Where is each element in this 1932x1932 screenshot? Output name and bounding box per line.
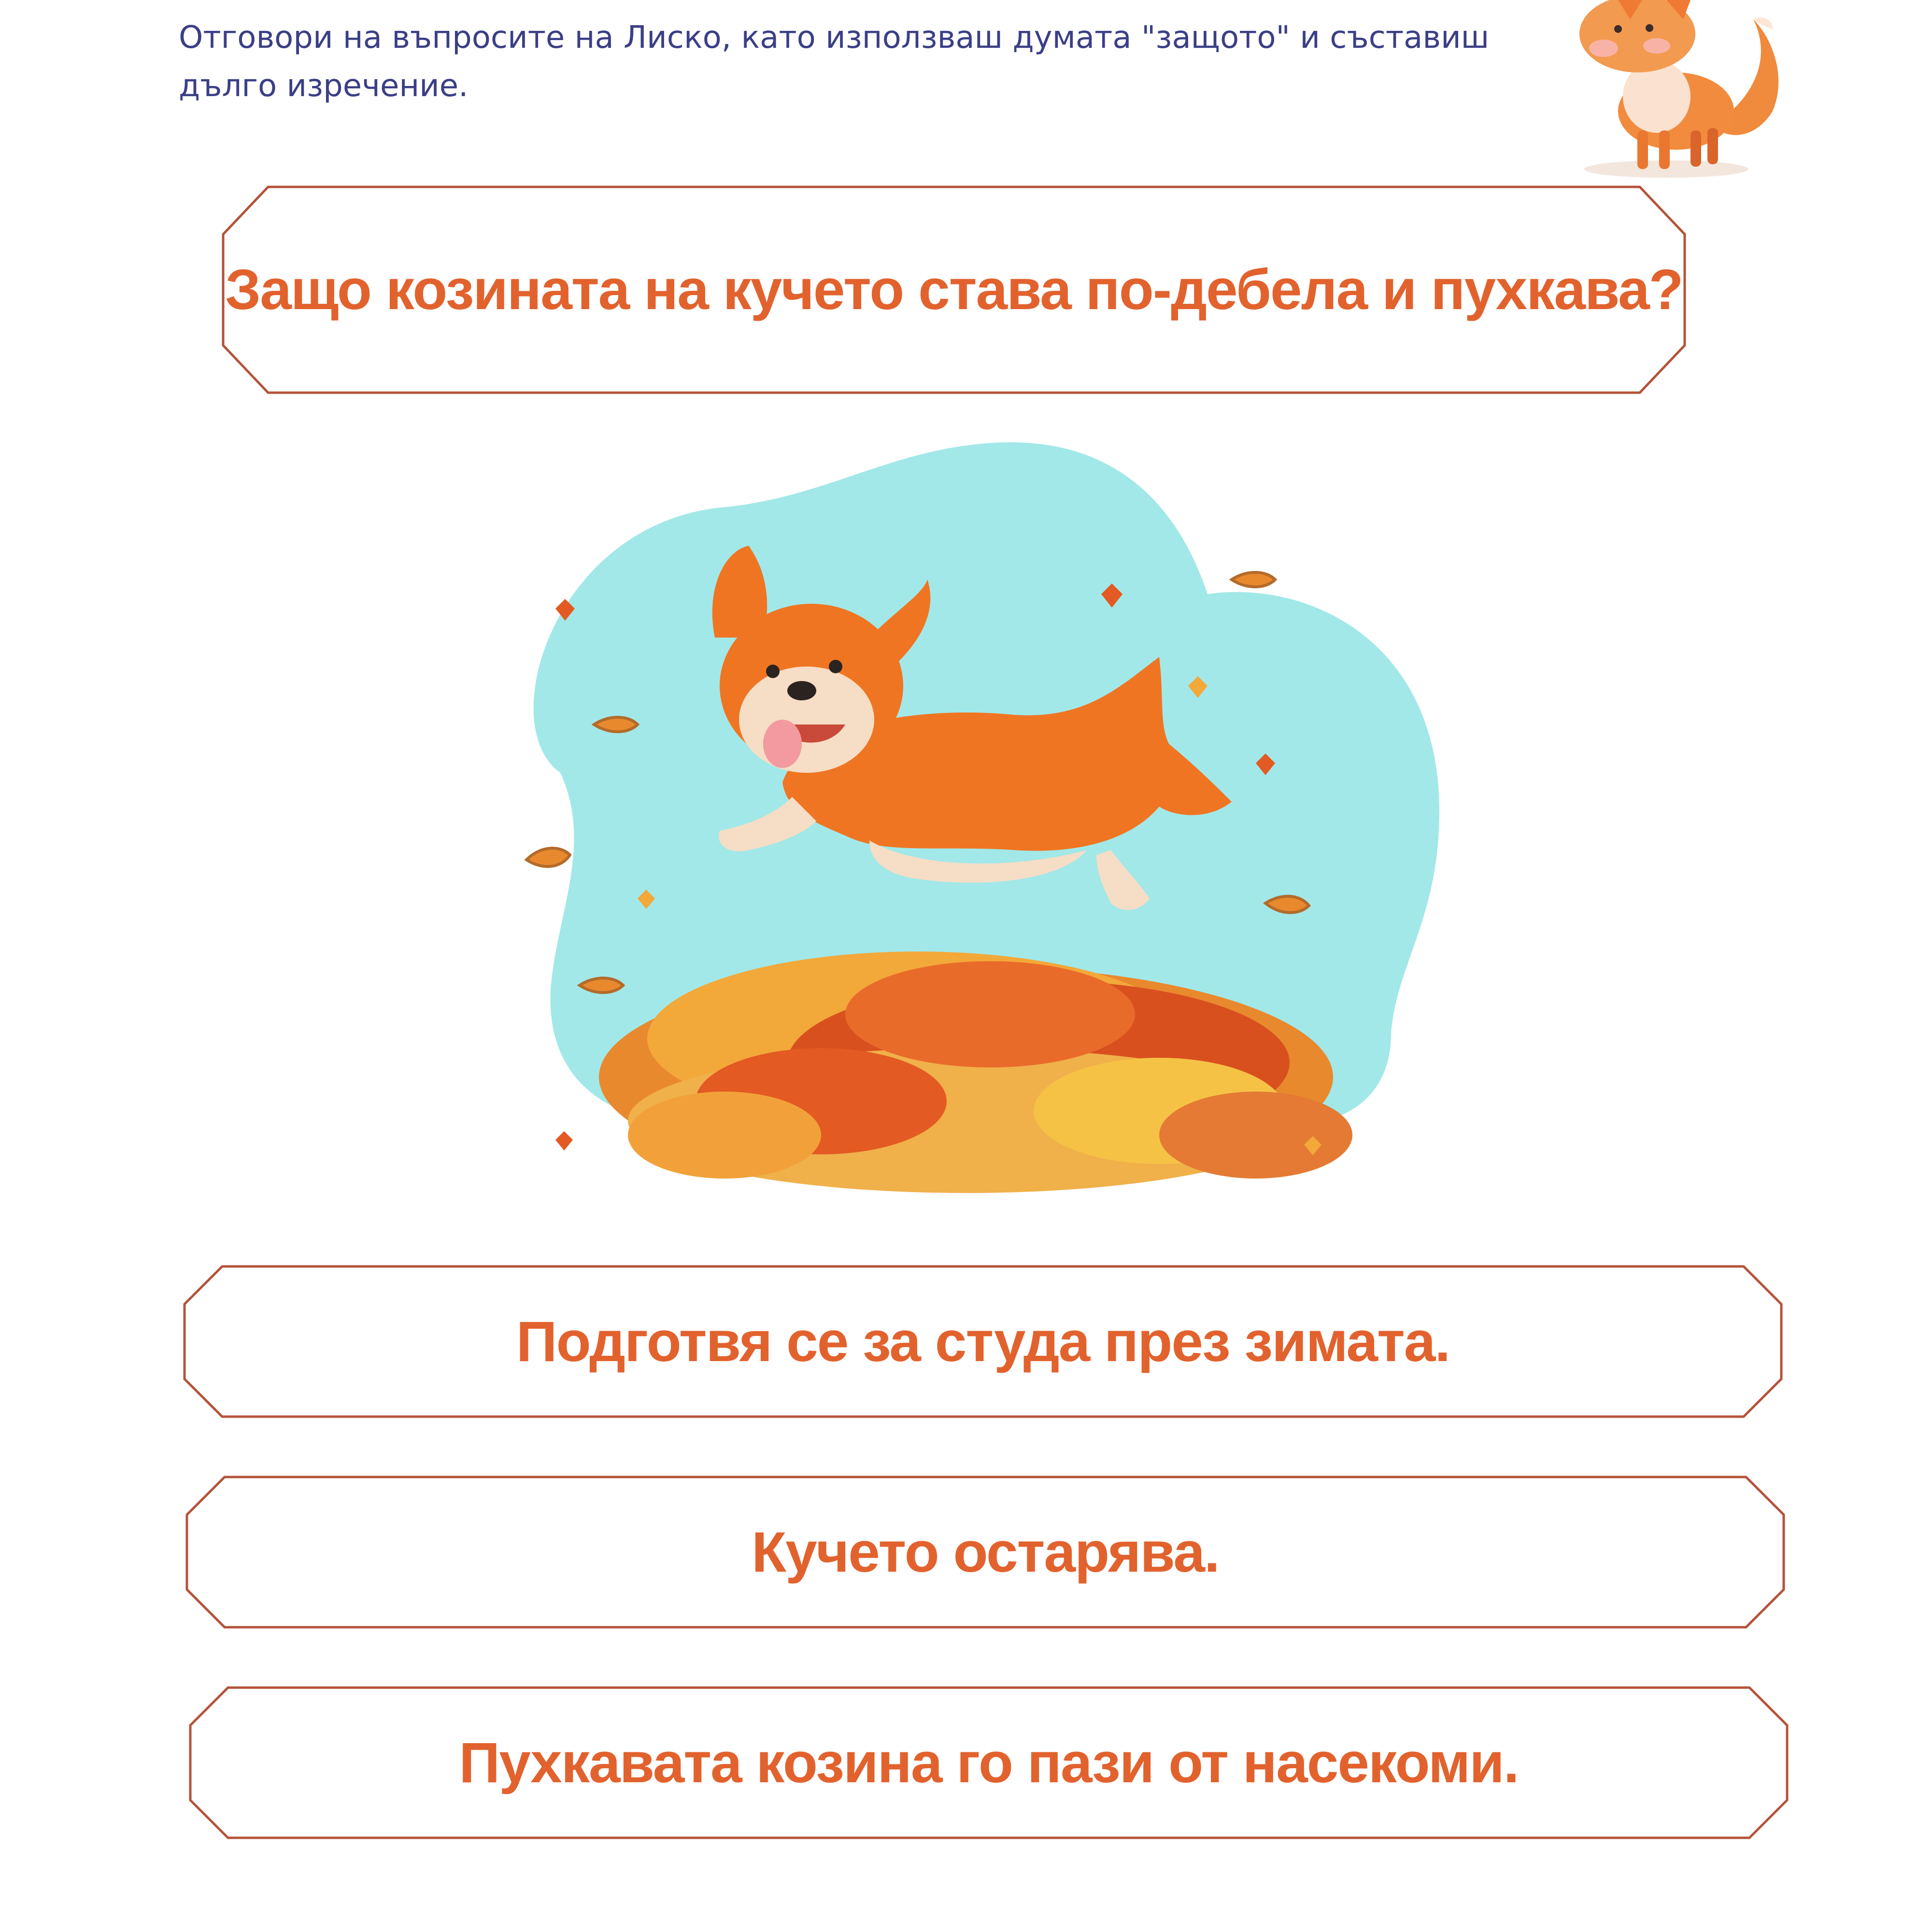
instruction-text: Отговори на въпросите на Лиско, като използваш думата "защото" и съставиш дълго изречение. [179,20,1490,104]
answer-text: Пухкавата козина го пази от насекоми. [459,1731,1519,1795]
answer-text: Подготвя се за студа през зимата. [516,1309,1450,1374]
answer-option-1[interactable] [184,1265,1782,1418]
answer-text: Кучето остарява. [752,1520,1219,1584]
answer-option-3[interactable] [189,1687,1788,1839]
question-text: Защо козината на кучето става по-дебела и пухкава? [225,258,1683,322]
fox-mascot-icon [1546,0,1797,184]
answer-option-2[interactable] [186,1476,1785,1628]
dog-illustration [435,435,1473,1232]
question-box [222,186,1686,394]
